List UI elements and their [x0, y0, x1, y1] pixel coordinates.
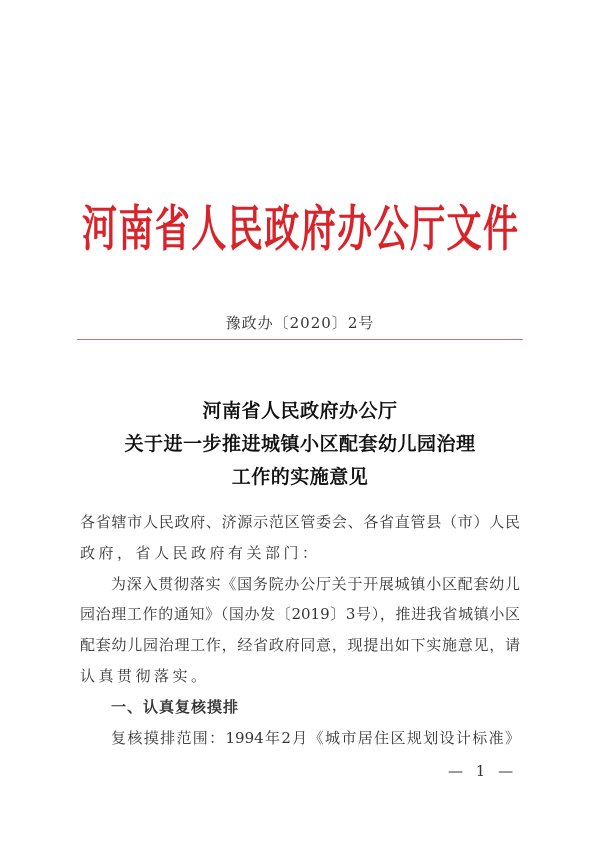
paragraph-line: 为深入贯彻落实《国务院办公厅关于开展城镇小区配套幼儿 — [111, 575, 520, 593]
addressee-line: 各省辖市人民政府、济源示范区管委会、各省直管县（市）人民 — [80, 513, 520, 531]
issuer-title: 河南省人民政府办公厅文件 — [82, 200, 518, 258]
addressee-line: 政府，省人民政府有关部门： — [80, 544, 321, 562]
page-number: — 1 — — [448, 762, 518, 780]
doc-title-line: 关于进一步推进城镇小区配套幼儿园治理 — [124, 433, 476, 455]
doc-title-line: 工作的实施意见 — [231, 466, 369, 488]
paragraph-line: 认真贯彻落实。 — [80, 667, 210, 685]
red-divider — [77, 339, 523, 340]
doc-title-line: 河南省人民政府办公厅 — [202, 400, 398, 422]
paragraph-line: 园治理工作的通知》（国办发〔2019〕3号），推进我省城镇小区 — [80, 605, 520, 623]
paragraph-line: 配套幼儿园治理工作，经省政府同意，现提出如下实施意见，请 — [80, 636, 520, 654]
section-heading: 一、认真复核摸排 — [111, 698, 240, 716]
document-number: 豫政办〔2020〕2号 — [225, 314, 375, 332]
paragraph-line: 复核摸排范围：1994年2月《城市居住区规划设计标准》 — [111, 729, 520, 747]
